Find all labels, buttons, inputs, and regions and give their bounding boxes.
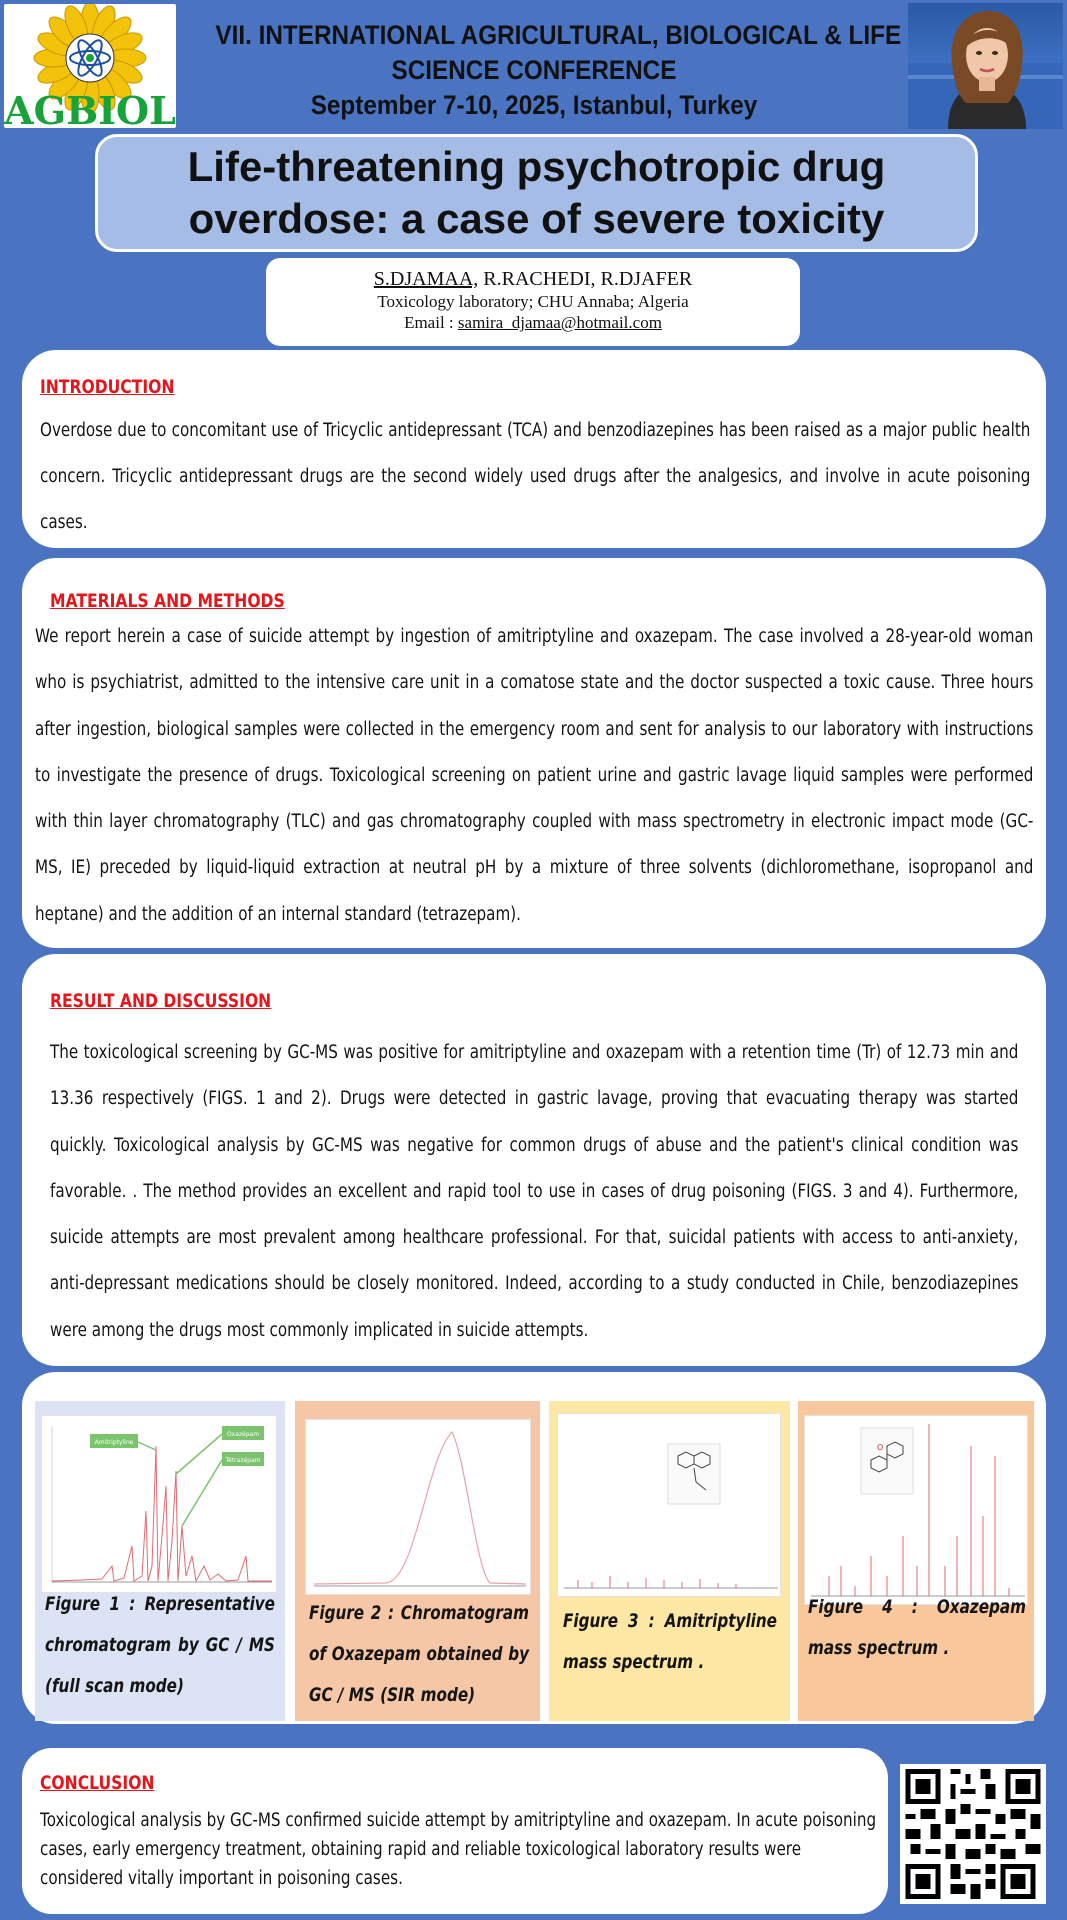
qr-code-icon	[900, 1764, 1046, 1904]
methods-text-content: We report herein a case of suicide attempt by ingestion of amitriptyline and oxazepam. The case involved a 28-year-old woman who is psychiatrist, admitted to the intensive care unit in a comatose state and the doctor suspected a toxic cause. Three hours after ingestion, biological samples were collected in the emergency room and sent for analysis to our laboratory with instructions to investigate the presence of drugs. Toxicological screening on patient urine and gastric lavage liquid samples were performed with thin layer chromatography (TLC) and gas chromatography coupled with mass spectrometry in electronic impact mode (GC-MS, IE) preceded by liquid-liquid extraction at neutral pH by a mixture of three solvents (dichloromethane, isopropanol and heptane) and the addition of an internal standard (tetrazepam).	[35, 626, 1034, 925]
figure-4	[798, 1401, 1034, 1721]
label-oxazepam: Oxazépam	[226, 1431, 260, 1438]
introduction-text-content: Overdose due to concomitant use of Tricyclic antidepressant (TCA) and benzodiazepines has been raised as a major public health concern. Tricyclic antidepressant drugs are the second widely used drugs after the analgesics, and involve in acute poisoning cases.	[40, 420, 1031, 533]
qr-code[interactable]	[900, 1764, 1046, 1904]
conference-line-1: VII. INTERNATIONAL AGRICULTURAL, BIOLOGICAL & LIFE	[215, 20, 902, 50]
introduction-panel	[22, 350, 1046, 548]
author-names	[266, 267, 800, 291]
portrait-photo-icon	[908, 3, 1063, 129]
methods-heading: MATERIALS AND METHODS	[50, 590, 285, 612]
figure-1	[35, 1401, 285, 1721]
figure-2-caption-text: Figure 2 : Chromatogram of Oxazepam obtained by GC / MS (SIR mode)	[309, 1602, 529, 1706]
results-text-content: The toxicological screening by GC-MS was positive for amitriptyline and oxazepam with a retention time (Tr) of 12.73 min and 13.36 respectively (FIGS. 1 and 2). Drugs were detected in gastric lavage, proving that evacuating therapy was started quickly. Toxicological analysis by GC-MS was negative for common drugs of abuse and the patient's clinical condition was favorable. . The method provides an excellent and rapid tool to use in cases of drug poisoning (FIGS. 3 and 4). Furthermore, suicide attempts are most prevalent among healthcare professional. For that, suicidal patients with access to anti-anxiety, anti-depressant medications should be closely monitored. Indeed, according to a study conducted in Chile, benzodiazepines were among the drugs most commonly implicated in suicide attempts.	[50, 1042, 1019, 1341]
conclusion-text	[40, 1806, 876, 1893]
poster-title	[188, 141, 886, 245]
figure-2-chromatogram	[305, 1419, 531, 1595]
co-authors: R.RACHEDI, R.DJAFER	[478, 268, 693, 290]
affiliation: Toxicology laboratory; CHU Annaba; Algeria	[377, 292, 689, 311]
author-portrait	[908, 3, 1063, 129]
chromatogram-icon	[42, 1416, 278, 1594]
conclusion-panel	[22, 1748, 888, 1914]
poster-title-box	[95, 134, 978, 252]
poster-title-line-1: Life-threatening psychotropic drug	[187, 143, 886, 190]
sunflower-logo-icon	[4, 4, 176, 128]
figure-1-caption	[45, 1584, 275, 1707]
figure-4-caption-text: Figure 4 : Oxazepam mass spectrum .	[808, 1596, 1026, 1659]
figures-panel	[22, 1372, 1046, 1724]
email-label: Email :	[404, 313, 458, 332]
results-heading: RESULT AND DISCUSSION	[50, 990, 272, 1012]
conference-title	[215, 18, 902, 123]
results-panel	[22, 954, 1046, 1366]
figure-2-caption	[309, 1593, 529, 1716]
methods-panel	[22, 558, 1046, 948]
figure-2	[295, 1401, 540, 1721]
methods-text	[35, 614, 1033, 938]
first-author: S.DJAMAA,	[373, 268, 479, 290]
figure-3	[549, 1401, 790, 1721]
figure-3-spectrum	[557, 1413, 781, 1597]
label-amitriptyline: Amitriptyline	[94, 1439, 134, 1446]
author-box	[266, 258, 800, 346]
poster-title-line-2: overdose: a case of severe toxicity	[188, 195, 885, 242]
results-text	[50, 1030, 1018, 1354]
conclusion-heading: CONCLUSION	[40, 1772, 155, 1794]
mass-spectrum-icon	[558, 1414, 782, 1598]
conference-line-3: September 7-10, 2025, Istanbul, Turkey	[310, 90, 758, 120]
logo-text: AGBIOL	[4, 88, 176, 128]
figure-1-caption-text: Figure 1 : Representative chromatogram by GC / MS (full scan mode)	[45, 1593, 275, 1697]
conference-line-2: SCIENCE CONFERENCE	[391, 55, 677, 85]
agbiol-logo	[4, 4, 176, 128]
introduction-heading: INTRODUCTION	[40, 376, 175, 398]
sir-chromatogram-icon	[306, 1420, 532, 1596]
svg-text:O: O	[877, 1443, 884, 1452]
figure-4-spectrum	[804, 1415, 1028, 1605]
mass-spectrum-icon	[805, 1416, 1029, 1606]
email-link[interactable]: samira_djamaa@hotmail.com	[457, 313, 662, 332]
conclusion-text-content: Toxicological analysis by GC-MS confirmed suicide attempt by amitriptyline and oxazepam. In acute poisoning cases, early emergency treatment, obtaining rapid and reliable toxicological laboratory results were considered vitally important in poisoning cases.	[40, 1810, 877, 1889]
figure-4-caption	[808, 1587, 1026, 1669]
figure-3-caption-text: Figure 3 : Amitriptyline mass spectrum .	[563, 1610, 777, 1673]
figure-1-chromatogram	[41, 1415, 277, 1593]
introduction-text	[40, 408, 1030, 546]
email-line	[266, 312, 800, 333]
label-tetrazepam: Tétrazépam	[225, 1457, 261, 1464]
figure-3-caption	[563, 1601, 777, 1683]
